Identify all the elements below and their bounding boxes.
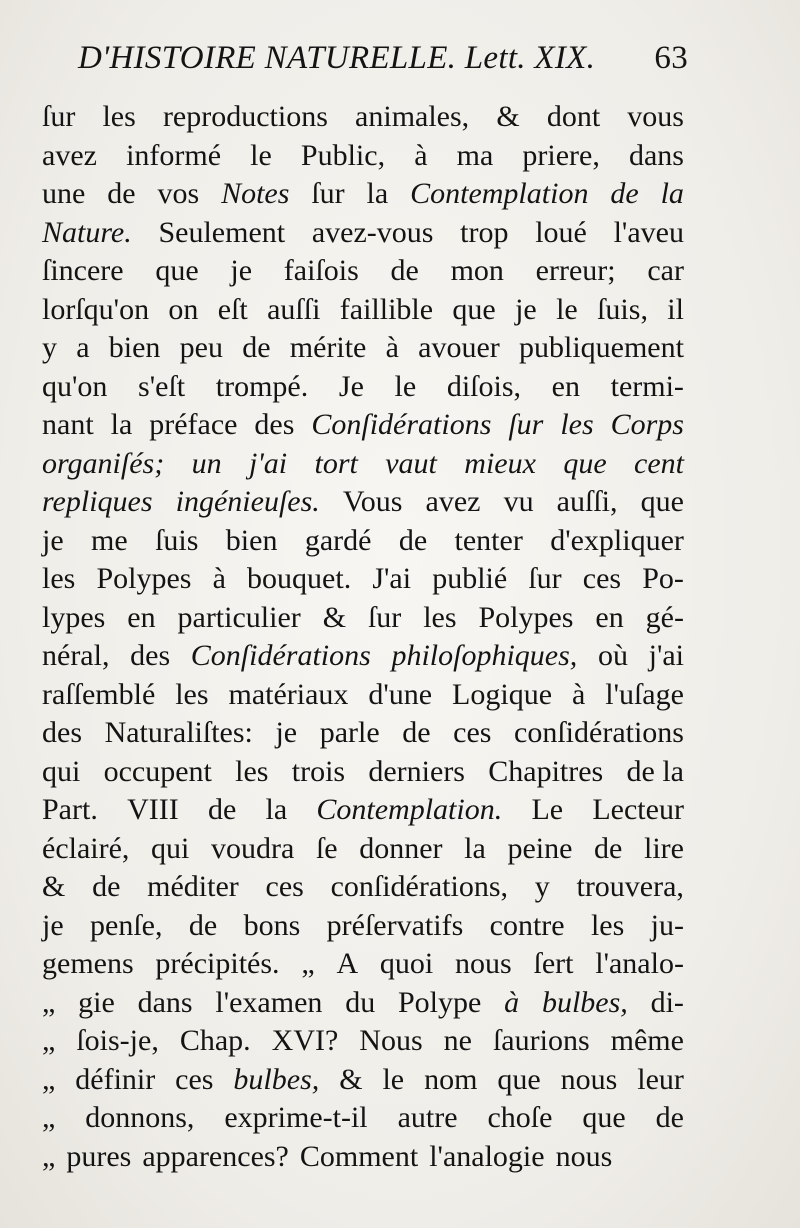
word: Je (338, 369, 364, 403)
word: voudra (211, 831, 295, 865)
word: tort (314, 446, 358, 480)
text-line (42, 830, 684, 869)
running-head: D'HISTOIRE NATURELLE. Lett. XIX. (78, 40, 596, 76)
word: de la (626, 754, 684, 788)
page-header (78, 40, 688, 84)
word: d'une (368, 677, 433, 711)
word: les (560, 408, 594, 441)
word: Logique (452, 677, 553, 711)
word: les (102, 100, 136, 133)
word: un (191, 446, 222, 480)
word: penſe, (90, 908, 163, 942)
word: de (242, 331, 271, 364)
word: que (497, 1062, 541, 1096)
word: en (551, 369, 580, 403)
word: „ (42, 1101, 56, 1134)
word: d'expliquer (550, 523, 684, 557)
word: mérite (289, 331, 367, 364)
word: trompé. (215, 369, 309, 403)
word: j'ai (249, 446, 288, 480)
page-number: 63 (654, 40, 688, 76)
word: loué (535, 215, 587, 249)
word: termi- (610, 369, 684, 403)
word: bien (225, 523, 278, 557)
text-line (42, 1061, 684, 1100)
word: me (91, 523, 128, 557)
word: une (42, 177, 86, 210)
word: les (235, 754, 269, 788)
word: „ (42, 985, 56, 1019)
text-line (42, 252, 684, 291)
word: le (382, 1062, 405, 1096)
word: le (250, 138, 272, 172)
word: la (660, 177, 684, 210)
word: les (175, 677, 209, 711)
word: ſincere (42, 254, 124, 287)
word: de (107, 177, 136, 210)
word: Comment (299, 1139, 419, 1173)
text-line (42, 1022, 684, 1061)
word: ju- (650, 908, 684, 942)
word: la (265, 793, 288, 826)
word: les (423, 600, 457, 634)
word: que (563, 446, 607, 480)
word: ſuis, (597, 292, 648, 326)
text-line (42, 1138, 684, 1177)
word: & (322, 600, 347, 634)
word: exprime-t-il (224, 1101, 368, 1134)
word: de (390, 254, 419, 287)
word: ſur (508, 408, 544, 441)
word: nous (560, 1062, 618, 1096)
word: ſaurions (492, 1024, 590, 1057)
text-line (42, 945, 684, 984)
word: de (207, 793, 237, 826)
word: l'uſage (605, 677, 684, 711)
word: A (336, 947, 359, 980)
word: j'ai (648, 639, 684, 672)
word: ces (175, 1062, 214, 1096)
text-line (42, 791, 684, 830)
word: que (155, 254, 199, 287)
word: y (42, 331, 57, 364)
word: de (655, 1101, 684, 1134)
word: bons (243, 908, 301, 942)
word: avez (42, 138, 97, 172)
word: la (110, 408, 133, 441)
word: définir (75, 1062, 156, 1096)
word: l'analo- (595, 947, 684, 980)
word: „ (301, 947, 315, 980)
word: mieux (464, 446, 536, 480)
word: il (667, 292, 684, 326)
word: la (464, 831, 486, 865)
word: néral, (42, 639, 110, 672)
word: l'analogie (429, 1139, 545, 1173)
word: Public, (300, 138, 386, 172)
word: publiquement (518, 331, 684, 364)
word: trop (460, 215, 509, 249)
word: je (515, 292, 537, 326)
word: Contemplation. (316, 793, 503, 826)
word: Corps (610, 408, 684, 441)
word: les (42, 562, 76, 595)
word: reproductions (162, 100, 328, 133)
word: des (42, 716, 82, 749)
word: ſe (315, 831, 338, 865)
word: quoi (379, 947, 434, 980)
text-line (42, 868, 684, 907)
word: où (597, 639, 628, 672)
word: parle (319, 716, 380, 749)
word: diſois, (446, 369, 522, 403)
text-line (42, 714, 684, 753)
word: gie (78, 985, 115, 1019)
word: le (394, 369, 417, 403)
word: de (188, 908, 218, 942)
word: Seulement (158, 215, 286, 249)
word: à (212, 562, 226, 595)
word: Contemplation (410, 177, 589, 210)
word: l'aveu (613, 215, 684, 249)
text-line (42, 445, 684, 484)
word: qu'on (42, 369, 108, 403)
word: du (345, 985, 376, 1019)
word: en (127, 600, 156, 634)
word: lypes (42, 600, 106, 634)
text-line (42, 406, 684, 445)
word: eſt (217, 292, 248, 326)
word: bouquet. (247, 562, 352, 595)
text-line (42, 175, 684, 214)
word: de (402, 716, 431, 749)
word: Nous (359, 1024, 423, 1057)
word: faillible (339, 292, 434, 326)
word: ſur (42, 100, 76, 133)
word: „ (42, 1139, 56, 1173)
word: Notes (221, 177, 290, 210)
word: Nature. (42, 215, 132, 249)
word: Part. (42, 793, 98, 826)
word: raſſemblé (42, 677, 156, 711)
word: donner (359, 831, 443, 865)
word: ces (265, 870, 304, 903)
word: l'examen (215, 985, 323, 1019)
text-line (42, 599, 684, 638)
word: apparences? (142, 1139, 289, 1173)
word: erreur; (535, 254, 616, 287)
word: ces (453, 716, 492, 749)
word: nom (424, 1062, 478, 1096)
word: conſidérations, (330, 870, 509, 903)
word: Lecteur (592, 793, 684, 826)
word: ſur (528, 562, 562, 595)
word: de (398, 523, 428, 557)
word: philoſophiques, (391, 639, 578, 672)
word: s'eſt (138, 369, 186, 403)
word: repliques (42, 485, 153, 518)
word: nous (555, 1139, 613, 1173)
text-line (42, 329, 684, 368)
word: particulier (177, 600, 301, 634)
word: Conſidérations (190, 639, 371, 672)
word: Chapitres (488, 754, 604, 788)
word: ces (582, 562, 622, 595)
word: peu (179, 331, 223, 364)
word: ingénieuſes. (175, 485, 320, 518)
text-line (42, 368, 684, 407)
word: contre (489, 908, 565, 942)
word: de (594, 831, 623, 865)
text-line (42, 984, 684, 1023)
word: autre (397, 1101, 458, 1134)
text-line (42, 907, 684, 946)
word: bulbes, (233, 1062, 320, 1096)
word: y (534, 870, 550, 903)
word: le (556, 292, 578, 326)
word: Le (531, 793, 564, 826)
word: préſervatifs (326, 908, 464, 942)
word: que (452, 292, 496, 326)
word: & (496, 100, 520, 133)
word: vaut (385, 446, 437, 480)
word: J'ai (372, 562, 412, 595)
word: ſert (533, 947, 574, 980)
word: en (595, 600, 624, 634)
word: lire (644, 831, 684, 865)
word: Polypes (96, 562, 192, 595)
word: même (610, 1024, 684, 1057)
word: faiſois (283, 254, 359, 287)
word: priere, (522, 138, 600, 172)
word: XVI? (271, 1024, 339, 1057)
word: peine (507, 831, 573, 865)
word: tenter (454, 523, 523, 557)
body-text (42, 98, 684, 1176)
word: de (92, 870, 121, 903)
word: à (414, 138, 428, 172)
word: „ (42, 1062, 56, 1096)
word: à (504, 985, 520, 1019)
text-line (42, 1099, 684, 1138)
word: avouer (418, 331, 500, 364)
text-line (42, 637, 684, 676)
word: auſſi, (556, 485, 618, 518)
word: préface (149, 408, 238, 441)
word: donnons, (85, 1101, 195, 1134)
word: ſur (367, 600, 402, 634)
word: publié (432, 562, 508, 595)
text-line (42, 214, 684, 253)
word: des (130, 639, 171, 672)
word: VIII (127, 793, 179, 826)
word: conſidérations (514, 716, 684, 749)
word: a (76, 331, 90, 364)
word: Conſidérations (311, 408, 492, 441)
word: derniers (368, 754, 465, 788)
word: nous (455, 947, 512, 980)
word: que (640, 485, 684, 518)
word: lorſqu'on (42, 292, 150, 326)
word: & (339, 1062, 363, 1096)
word: „ (42, 1024, 56, 1057)
word: bulbes, (541, 985, 628, 1019)
text-line (42, 137, 684, 176)
word: Vous (342, 485, 403, 518)
word: choſe (487, 1101, 553, 1134)
text-line (42, 522, 684, 561)
text-line (42, 753, 684, 792)
word: Polypes (478, 600, 574, 634)
word: ne (443, 1024, 472, 1057)
word: qui (42, 754, 81, 788)
word: mon (450, 254, 504, 287)
word: leur (637, 1062, 684, 1096)
word: ſois-je, (76, 1024, 159, 1057)
word: à (571, 677, 586, 711)
word: éclairé, (42, 831, 130, 865)
word: Polype (398, 985, 482, 1019)
text-line (42, 98, 684, 137)
word: des (254, 408, 295, 441)
word: que (582, 1101, 626, 1134)
word: on (168, 292, 199, 326)
text-line (42, 676, 684, 715)
word: de (610, 177, 639, 210)
word: cent (634, 446, 684, 480)
word: auſſi (267, 292, 321, 326)
word: bien (108, 331, 161, 364)
word: je (42, 523, 64, 557)
word: trois (291, 754, 346, 788)
word: trouvera, (576, 870, 684, 903)
text-line (42, 483, 684, 522)
word: qui (151, 831, 190, 865)
word: gemens (42, 947, 134, 980)
word: nant (42, 408, 94, 441)
word: car (647, 254, 684, 287)
word: je (230, 254, 253, 287)
word: avez-vous (311, 215, 434, 249)
word: méditer (147, 870, 239, 903)
word: ſuis (155, 523, 199, 557)
word: les (590, 908, 625, 942)
word: Po- (642, 562, 684, 595)
text-line (42, 291, 684, 330)
word: ſur (311, 177, 345, 210)
word: dont (546, 100, 601, 133)
text-line (42, 560, 684, 599)
word: informé (126, 138, 222, 172)
word: & (42, 870, 66, 903)
word: vu (503, 485, 534, 518)
word: à (385, 331, 399, 364)
word: ma (456, 138, 494, 172)
word: dans (628, 138, 684, 172)
word: pures (66, 1139, 132, 1173)
word: gardé (304, 523, 372, 557)
word: Chap. (179, 1024, 251, 1057)
word: vous (627, 100, 684, 133)
word: di- (650, 985, 684, 1019)
word: je (42, 908, 64, 942)
word: organiſés; (42, 446, 165, 480)
word: la (366, 177, 389, 210)
word: précipités. (155, 947, 280, 980)
word: animales, (355, 100, 470, 133)
word: gé- (645, 600, 684, 634)
word: occupent (103, 754, 212, 788)
word: avez (425, 485, 481, 518)
word: matériaux (228, 677, 349, 711)
word: dans (137, 985, 193, 1019)
word: je (275, 716, 298, 749)
word: Naturaliſtes: (104, 716, 253, 749)
word: vos (157, 177, 200, 210)
